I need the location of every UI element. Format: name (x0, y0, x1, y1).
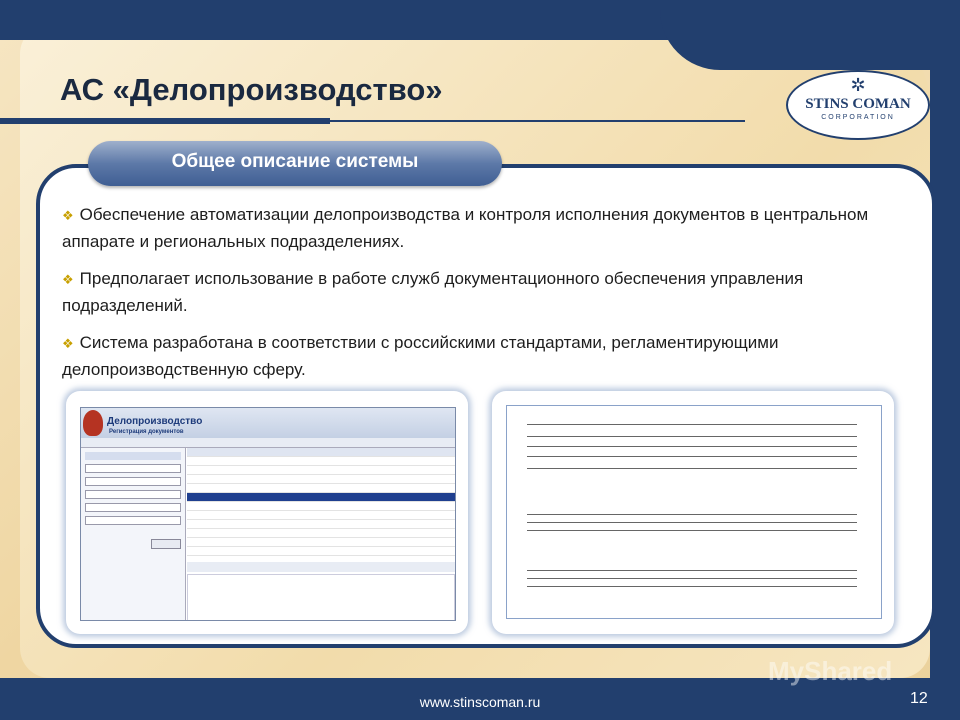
app-header (81, 408, 455, 438)
app-search-panel (81, 448, 186, 620)
title-underline-thin (330, 120, 745, 122)
diamond-bullet-icon: ❖ (62, 208, 74, 223)
logo-symbol-icon: ✲ (850, 75, 866, 95)
title-underline (0, 118, 330, 124)
bullet-text: Система разработана в соответствии с российскими стандартами, регламентирующими делопроизводственную сферу. (62, 333, 779, 379)
watermark: MyShared (768, 656, 893, 686)
diamond-bullet-icon: ❖ (62, 336, 74, 351)
bullet-list (62, 202, 902, 394)
bullet-text: Обеспечение автоматизации делопроизводства и контроля исполнения документов в центральном аппарате и региональных подразделениях. (62, 205, 869, 251)
diamond-bullet-icon: ❖ (62, 272, 74, 287)
bullet-item (62, 330, 902, 383)
company-logo (786, 70, 930, 140)
app-window (80, 407, 456, 621)
logo-subtitle: CORPORATION (821, 114, 895, 121)
document-card-screenshot (492, 391, 894, 634)
bullet-item (62, 202, 902, 255)
app-title: Делопроизводство (107, 416, 203, 427)
frame-tab (660, 0, 930, 70)
bullet-item (62, 266, 902, 319)
app-screenshot (66, 391, 468, 634)
app-subtitle: Регистрация документов (109, 429, 184, 435)
footer-url[interactable]: www.stinscoman.ru (419, 694, 541, 710)
slide-title: АС «Делопроизводство» (60, 72, 443, 107)
app-toolbar (81, 438, 455, 448)
page-number: 12 (910, 690, 928, 707)
registration-card (506, 405, 882, 619)
emblem-icon (83, 410, 103, 436)
logo-name: STINS COMAN (805, 96, 911, 112)
app-document-list (187, 448, 455, 621)
section-label: Общее описание системы (88, 141, 502, 186)
bullet-text: Предполагает использование в работе служб документационного обеспечения управления подразделений. (62, 269, 804, 315)
